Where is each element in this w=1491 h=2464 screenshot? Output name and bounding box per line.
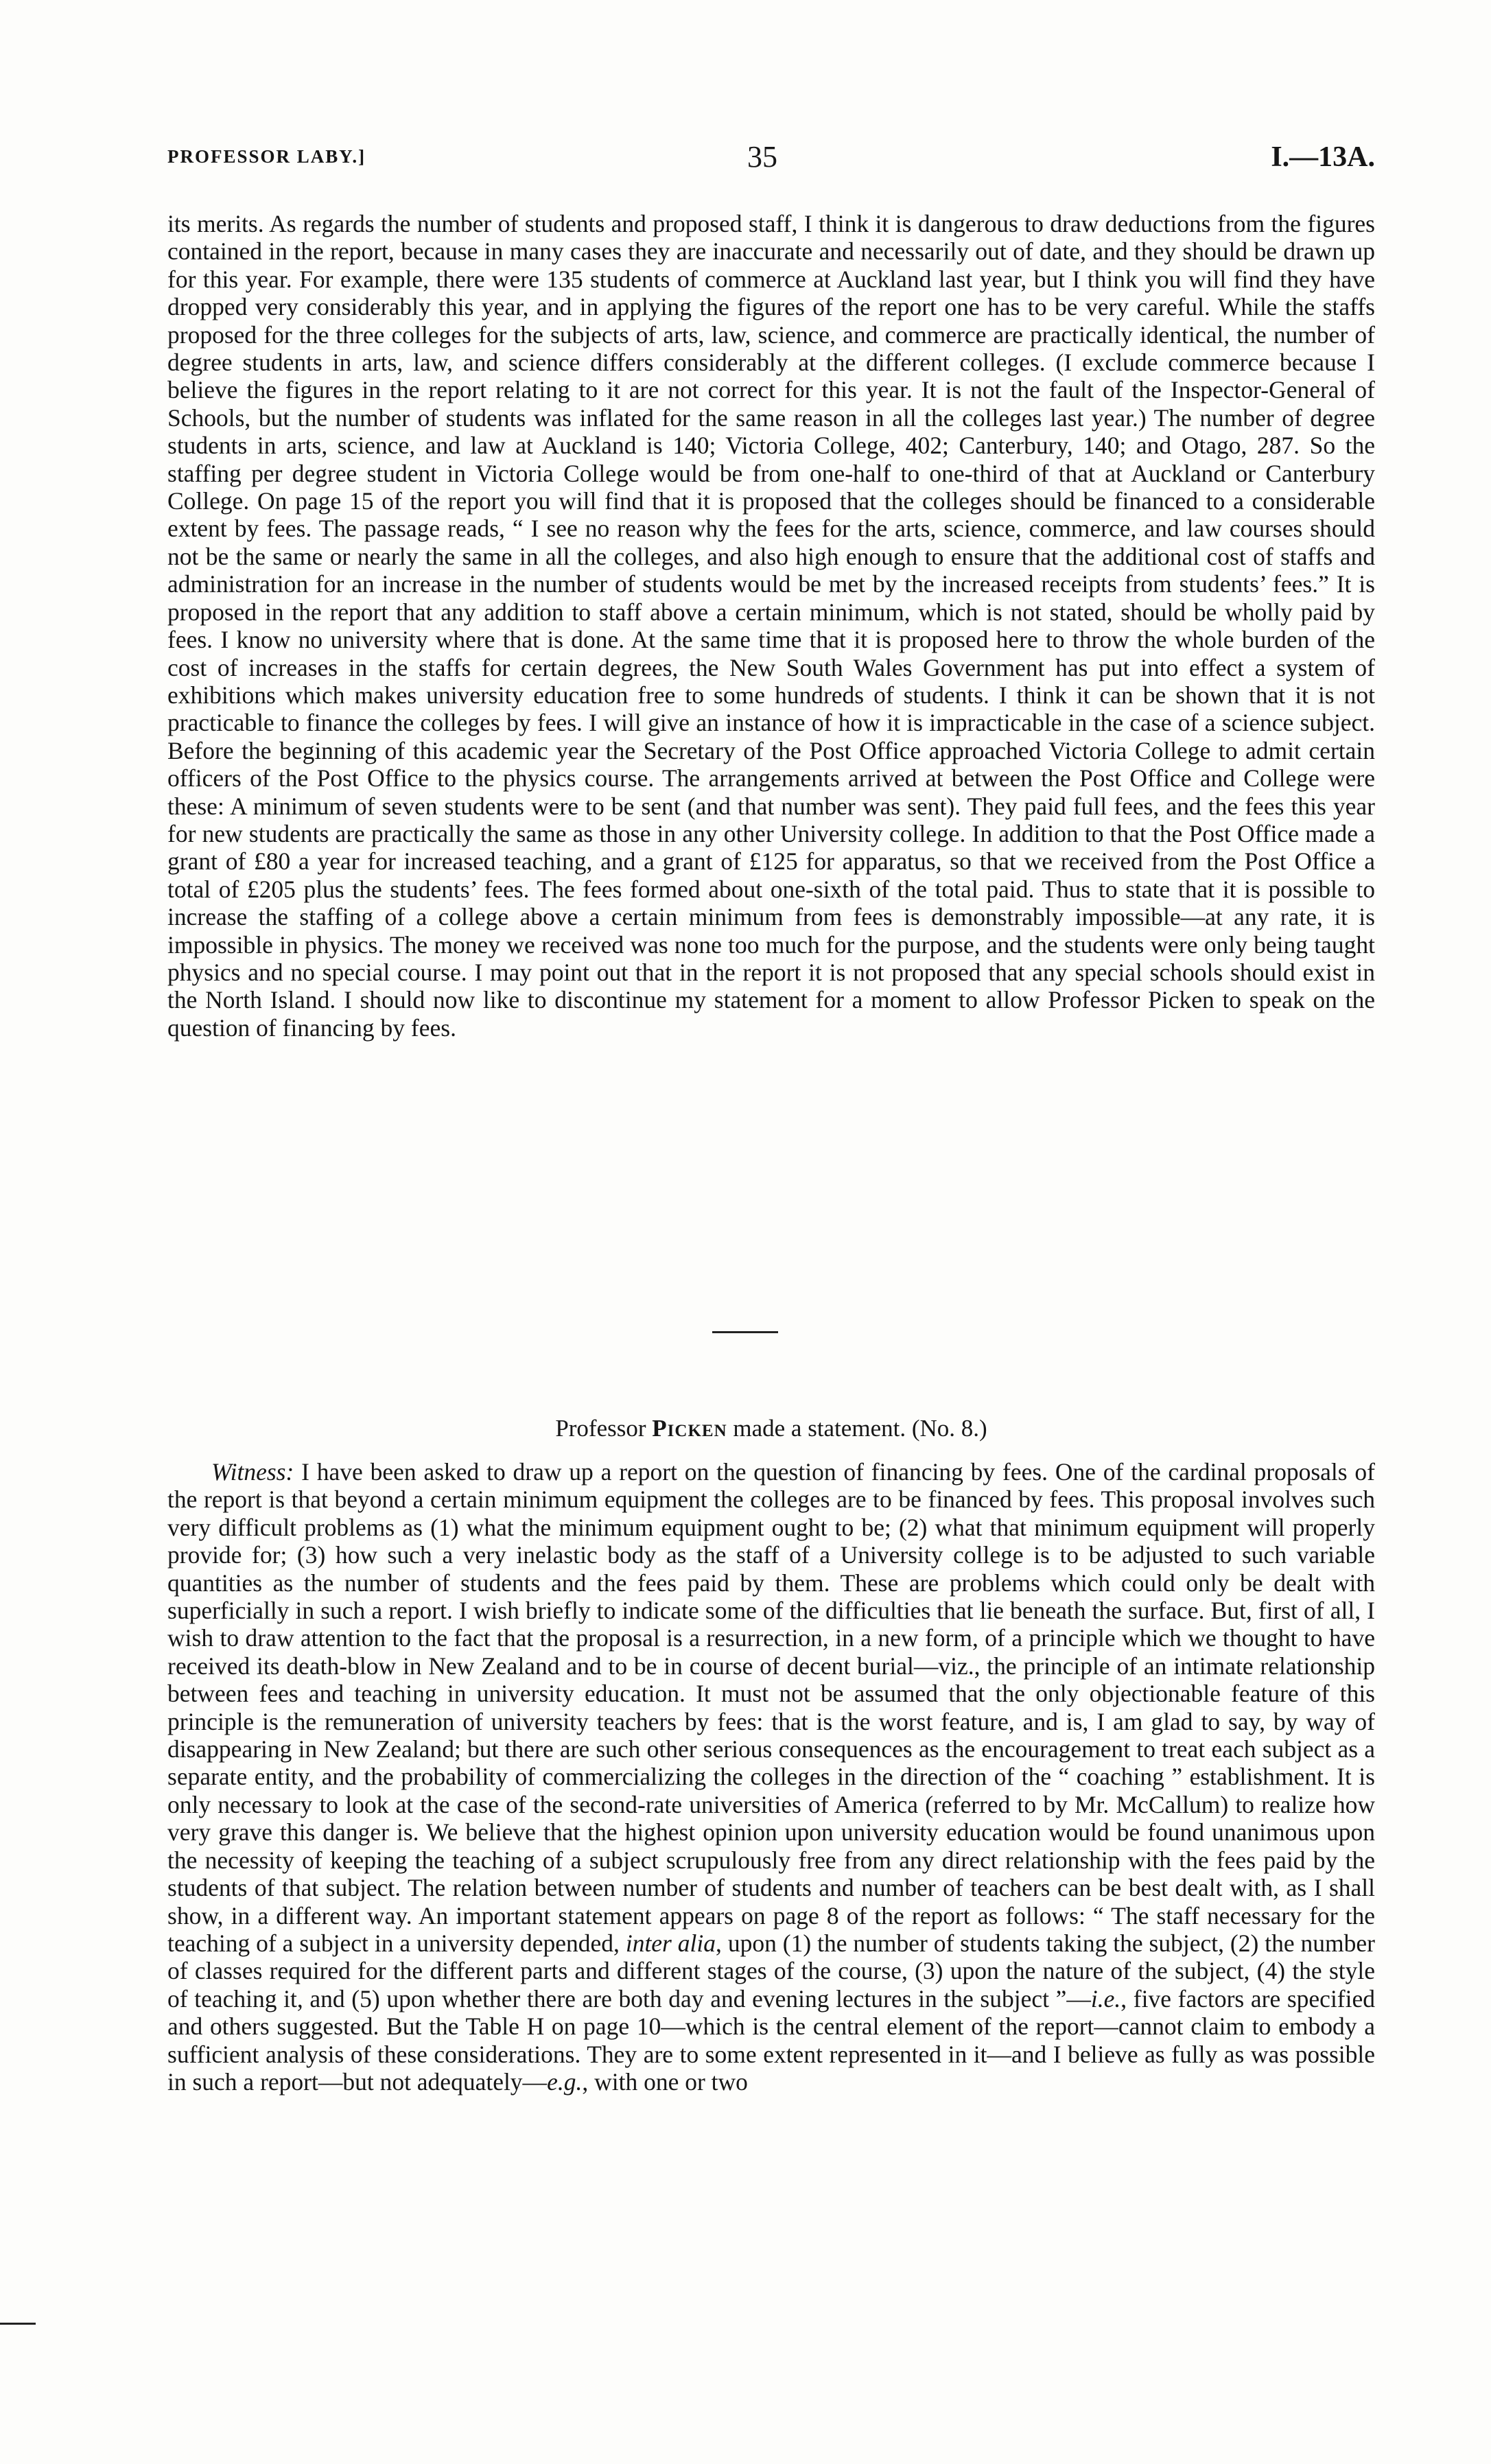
picken-statement-paragraph: [167, 1458, 1375, 2096]
picken-text-3: , five factors are specified and others suggested. But the Table H on page 10—which is the central element of the report—cannot claim to embody a sufficient analysis of these considerations. They are to some extent represented in it—and I believe as fully as was possible in such a report—but not adequately—: [167, 1984, 1375, 2096]
running-head: [167, 139, 1375, 174]
picken-text-2: , upon (1) the number of students taking the subject, (2) the number of classes required for the different parts and different stages of the course, (3) upon the nature of the subject, (4) the style of teaching it, and (5) upon whether there are both day and evening lectures in the subject ”—: [167, 1929, 1375, 2013]
picken-text-4: , with one or two: [582, 2067, 748, 2096]
inter-alia-italic: inter alia: [625, 1929, 716, 1957]
ie-italic: i.e.: [1090, 1984, 1121, 2013]
margin-tick-mark: [0, 2323, 36, 2325]
document-reference: I.—13A.: [1271, 141, 1375, 173]
picken-text-1: I have been asked to draw up a report on the question of financing by fees. One of the cardinal proposals of the report is that beyond a certain minimum equipment the colleges are to be financed by fees. This proposal involves such very difficult problems as (1) what the minimum equipment ought to be; (2) what that minimum equipment will properly provide for; (3) how such a very inelastic body as the staff of a University college is to be adjusted to such variable quantities as the number of students and the fees paid by them. These are problems which could only be dealt with superficially in such a report. I wish briefly to indicate some of the difficulties that lie beneath the surface. But, first of all, I wish to draw attention to the fact that the proposal is a resurrection, in a new form, of a principle which we thought to have received its death-blow in New Zealand and to be in course of decent burial—viz., the principle of an intimate relationship between fees and teaching in university education. It must not be assumed that the only objectionable feature of this principle is the remuneration of university teachers by fees: that is the worst feature, and is, I am glad to say, by way of disappearing in New Zealand; but there are such other serious consequences as the encouragement to treat each subject as a separate entity, and the probability of commercializing the colleges in the direction of the “ coaching ” establishment. It is only necessary to look at the case of the second-rate universities of America (referred to by Mr. McCallum) to realize how very grave this danger is. We believe that the highest opinion upon university education would be found unanimous upon the necessity of keeping the teaching of a subject scrupulously free from any direct relationship with the fees paid by the students of that subject. The relation between number of students and number of teachers can be best dealt with, as I shall show, in a different way. An important statement appears on page 8 of the report as follows: “ The staff necessary for the teaching of a subject in a university depended,: [167, 1458, 1375, 1957]
heading-suffix: made a statement. (No. 8.): [727, 1415, 987, 1442]
heading-name: Picken: [652, 1415, 727, 1442]
eg-italic: e.g.: [547, 2067, 583, 2096]
section-divider: [712, 1331, 778, 1333]
page-number: 35: [747, 140, 777, 174]
witness-label: Witness:: [211, 1458, 294, 1486]
laby-statement-paragraph: its merits. As regards the number of students and proposed staff, I think it is dangerous to draw deductions from the figures contained in the report, because in many cases they are inaccurate and necessarily out of date, and they should be drawn up for this year. For example, there were 135 students of commerce at Auckland last year, but I think you will find they have dropped very considerably this year, and in applying the figures of the report one has to be very careful. While the staffs proposed for the three colleges for the subjects of arts, law, science, and commerce are practically identical, the number of degree students in arts, law, and science differs considerably at the different colleges. (I exclude commerce because I believe the figures in the report relating to it are not correct for this year. It is not the fault of the Inspector-General of Schools, but the number of students was inflated for the same reason in all the colleges last year.) The number of degree students in arts, science, and law at Auckland is 140; Victoria College, 402; Canterbury, 140; and Otago, 287. So the staffing per degree student in Victoria College would be from one-half to one-third of that at Auckland or Canterbury College. On page 15 of the report you will find that it is proposed that the colleges should be financed to a considerable extent by fees. The passage reads, “ I see no reason why the fees for the arts, science, commerce, and law courses should not be the same or nearly the same in all the colleges, and also high enough to ensure that the additional cost of staffs and administration for an increase in the number of students would be met by the increased receipts from students’ fees.” It is proposed in the report that any addition to staff above a certain minimum, which is not stated, should be wholly paid by fees. I know no university where that is done. At the same time that it is proposed here to throw the whole burden of the cost of increases in the staffs for certain degrees, the New South Wales Government has put into effect a system of exhibitions which makes university education free to some hundreds of students. I think it can be shown that it is not practicable to finance the colleges by fees. I will give an instance of how it is impracticable in the case of a science subject. Before the beginning of this academic year the Secretary of the Post Office approached Victoria College to admit certain officers of the Post Office to the physics course. The arrangements arrived at between the Post Office and College were these: A minimum of seven students were to be sent (and that number was sent). They paid full fees, and the fees this year for new students are practically the same as those in any other University college. In addition to that the Post Office made a grant of £80 a year for increased teaching, and a grant of £125 for apparatus, so that we received from the Post Office a total of £205 plus the students’ fees. The fees formed about one-sixth of the total paid. Thus to state that it is possible to increase the staffing of a college above a certain minimum from fees is demonstrably impossible—at any rate, it is impossible in physics. The money we received was none too much for the purpose, and the students were only being taught physics and no special course. I may point out that in the report it is not proposed that any special schools should exist in the North Island. I should now like to discontinue my statement for a moment to allow Professor Picken to speak on the question of financing by fees.: [167, 210, 1375, 1042]
heading-prefix: Professor: [555, 1415, 653, 1442]
running-head-speaker: PROFESSOR LABY.]: [167, 146, 366, 167]
picken-statement-heading: [167, 1415, 1375, 1442]
